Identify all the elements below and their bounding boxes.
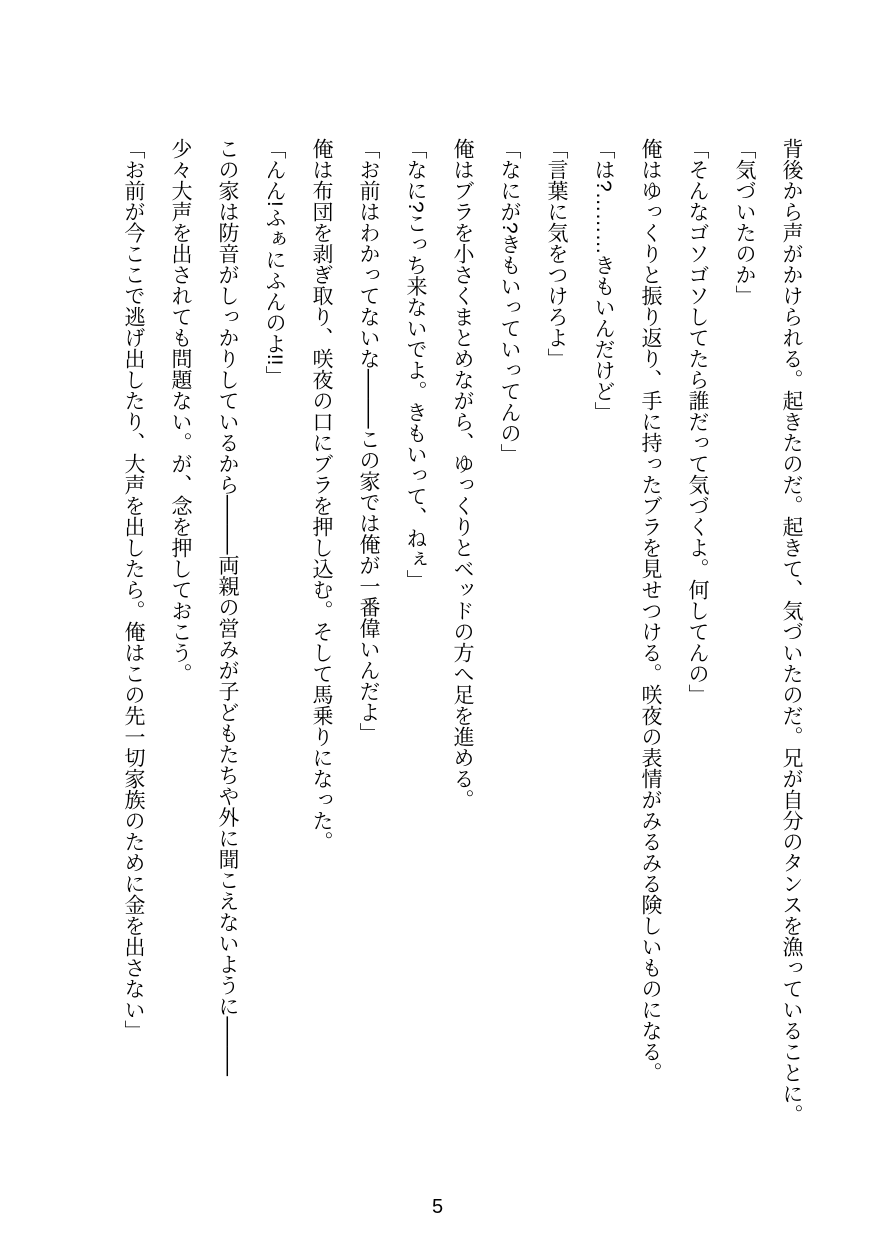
text-column: 「なにが?きもいっていってんの」 bbox=[498, 138, 521, 465]
text-column: この家は防音がしっかりしているから────両親の営みが子どもたちや外に聞こえないように──── bbox=[216, 138, 239, 1077]
text-column: 背後から声がかけられる。起きたのだ。起きて、気づいたのだ。兄が自分のタンスを漁っていることに。 bbox=[780, 138, 803, 1125]
text-column: 俺は布団を剥ぎ取り、咲夜の口にブラを押し込む。そして馬乗りになった。 bbox=[310, 138, 333, 852]
text-column: 「なに?こっち来ないでよ。きもいって、ねぇ」 bbox=[404, 138, 427, 591]
page-number: 5 bbox=[431, 1196, 444, 1218]
text-column: 「お前はわかってないな────この家では俺が一番偉いんだよ」 bbox=[357, 138, 380, 744]
text-column: 「気づいたのか」 bbox=[733, 138, 756, 306]
text-column: 「言葉に気をつけろよ」 bbox=[545, 138, 568, 369]
text-column: 俺はブラを小さくまとめながら、ゆっくりとベッドの方へ足を進める。 bbox=[451, 138, 474, 810]
text-column: 俺はゆっくりと振り返り、手に持ったブラを見せつける。咲夜の表情がみるみる険しいものになる。 bbox=[639, 138, 662, 1083]
text-column: 「お前が今ここで逃げ出したり、大声を出したら。俺はこの先一切家族のために金を出さない」 bbox=[122, 138, 145, 1041]
body-text bbox=[110, 138, 815, 1153]
text-column: 「は?………きもいんだけど」 bbox=[592, 138, 615, 423]
text-column: 「んん!ふぁにふんのよ!!」 bbox=[263, 138, 286, 387]
text-column: 少々大声を出されても問題ない。が、念を押しておこう。 bbox=[169, 138, 192, 684]
text-column: 「そんなゴソゴソしてたら誰だって気づくよ。何してんの」 bbox=[686, 138, 709, 705]
